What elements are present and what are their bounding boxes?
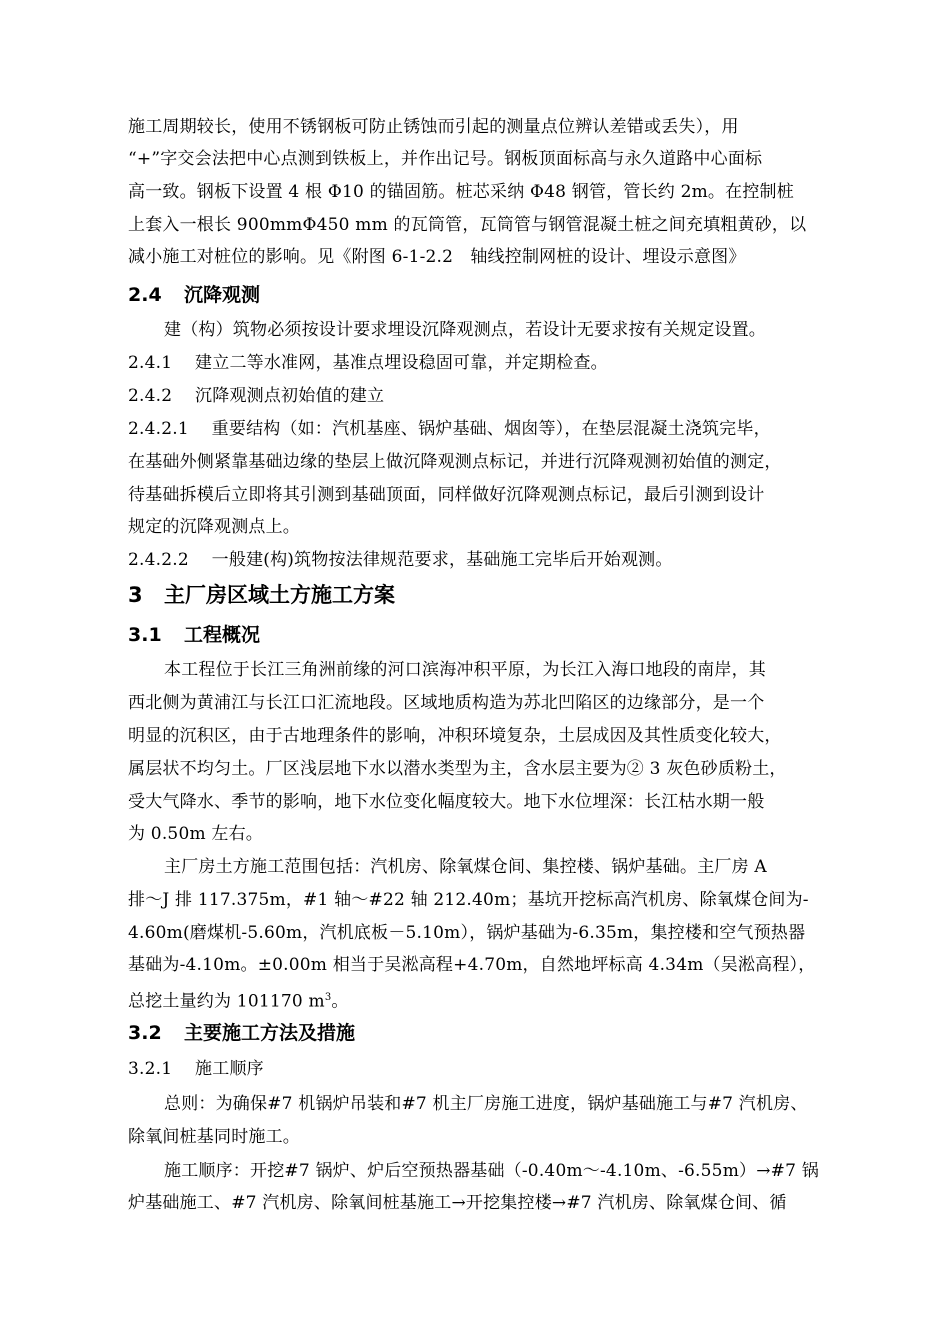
text-line: 明显的沉积区，由于古地理条件的影响，冲积环境复杂，土层成因及其性质变化较大， — [128, 726, 782, 746]
text-line: 西北侧为黄浦江与长江口汇流地段。区域地质构造为苏北凹陷区的边缘部分，是一个 — [128, 693, 765, 713]
chapter-number: 3 — [128, 583, 143, 607]
section-number: 3.1 — [128, 624, 162, 646]
section-heading-3-1 — [128, 621, 260, 649]
text-line: 属层状不均匀土。厂区浅层地下水以潜水类型为主，含水层主要为② 3 灰色砂质粉土， — [128, 759, 787, 779]
text-line: 除氧间桩基同时施工。 — [128, 1127, 300, 1147]
text-line: 规定的沉降观测点上。 — [128, 517, 300, 537]
text-line: 为 0.50m 左右。 — [128, 824, 263, 844]
text-line: 上套入一根长 900mmΦ450 mm 的瓦筒管，瓦筒管与钢管混凝土桩之间充填粗黄砂，以 — [128, 215, 807, 235]
text-line: 高一致。钢板下设置 4 根 Φ10 的锚固筋。桩芯采纳 Φ48 钢管，管长约 2m。在控制桩 — [128, 182, 794, 202]
section-number: 3.2 — [128, 1022, 162, 1044]
chapter-title: 主厂房区域土方施工方案 — [164, 583, 395, 607]
section-number: 2.4 — [128, 284, 162, 306]
punctuation: 。 — [331, 991, 349, 1012]
superscript: 3 — [324, 992, 332, 1003]
text-line: 排～J 排 117.375m，#1 轴～#22 轴 212.40m；基坑开挖标高汽机房、除氧煤仓间为- — [128, 890, 809, 910]
section-title: 工程概况 — [184, 624, 261, 646]
text-line: 炉基础施工、#7 汽机房、除氧间桩基施工→开挖集控楼→#7 汽机房、除氧煤仓间、循 — [128, 1193, 787, 1213]
paragraph-line: 本工程位于长江三角洲前缘的河口滨海冲积平原，为长江入海口地段的南岸，其 — [164, 660, 766, 680]
paragraph-line: 总则：为确保#7 机锅炉吊装和#7 机主厂房施工进度，锅炉基础施工与#7 汽机房、 — [164, 1094, 808, 1114]
section-heading-2-4 — [128, 281, 260, 309]
text-line: 基础为-4.10m。±0.00m 相当于吴淞高程+4.70m，自然地坪标高 4.34m（吴淞高程）， — [128, 955, 816, 975]
text-line: 减小施工对桩位的影响。见《附图 6-1-2.2 轴线控制网桩的设计、埋设示意图》 — [128, 247, 746, 267]
total-excavation: 总挖土量约为 101170 m — [128, 991, 325, 1012]
paragraph-line: 主厂房土方施工范围包括：汽机房、除氧煤仓间、集控楼、锅炉基础。主厂房 A — [164, 857, 767, 877]
text-line: 4.60m(磨煤机-5.60m，汽机底板－5.10m），锅炉基础为-6.35m，集控楼和空气预热器 — [128, 923, 806, 943]
paragraph-line: 施工顺序：开挖#7 锅炉、炉后空预热器基础（-0.40m～-4.10m、-6.55m）→#7 锅 — [164, 1161, 819, 1181]
text-line: 待基础拆模后立即将其引测到基础顶面，同样做好沉降观测点标记，最后引测到设计 — [128, 485, 765, 505]
paragraph-line: 建（构）筑物必须按设计要求埋设沉降观测点，若设计无要求按有关规定设置。 — [164, 320, 766, 340]
item-2-4-2-1: 2.4.2.1 重要结构（如：汽机基座、锅炉基础、烟囱等），在垫层混凝土浇筑完毕， — [128, 419, 771, 439]
text-line — [128, 985, 858, 1015]
section-title: 沉降观测 — [184, 284, 261, 306]
text-line: 受大气降水、季节的影响，地下水位变化幅度较大。地下水位埋深：长江枯水期一般 — [128, 792, 765, 812]
item-3-2-1: 3.2.1 施工顺序 — [128, 1059, 264, 1079]
section-heading-3-2 — [128, 1019, 355, 1047]
text-line: 在基础外侧紧靠基础边缘的垫层上做沉降观测点标记，并进行沉降观测初始值的测定， — [128, 452, 782, 472]
text-line: 施工周期较长，使用不锈钢板可防止锈蚀而引起的测量点位辨认差错或丢失），用 — [128, 117, 739, 137]
item-2-4-1: 2.4.1 建立二等水准网，基准点埋设稳固可靠，并定期检查。 — [128, 353, 608, 373]
item-2-4-2: 2.4.2 沉降观测点初始值的建立 — [128, 386, 385, 406]
item-2-4-2-2: 2.4.2.2 一般建(构)筑物按法律规范要求，基础施工完毕后开始观测。 — [128, 550, 673, 570]
chapter-heading-3 — [128, 580, 395, 610]
section-title: 主要施工方法及措施 — [184, 1022, 356, 1044]
text-line: “+”字交会法把中心点测到铁板上，并作出记号。钢板顶面标高与永久道路中心面标 — [128, 149, 763, 169]
